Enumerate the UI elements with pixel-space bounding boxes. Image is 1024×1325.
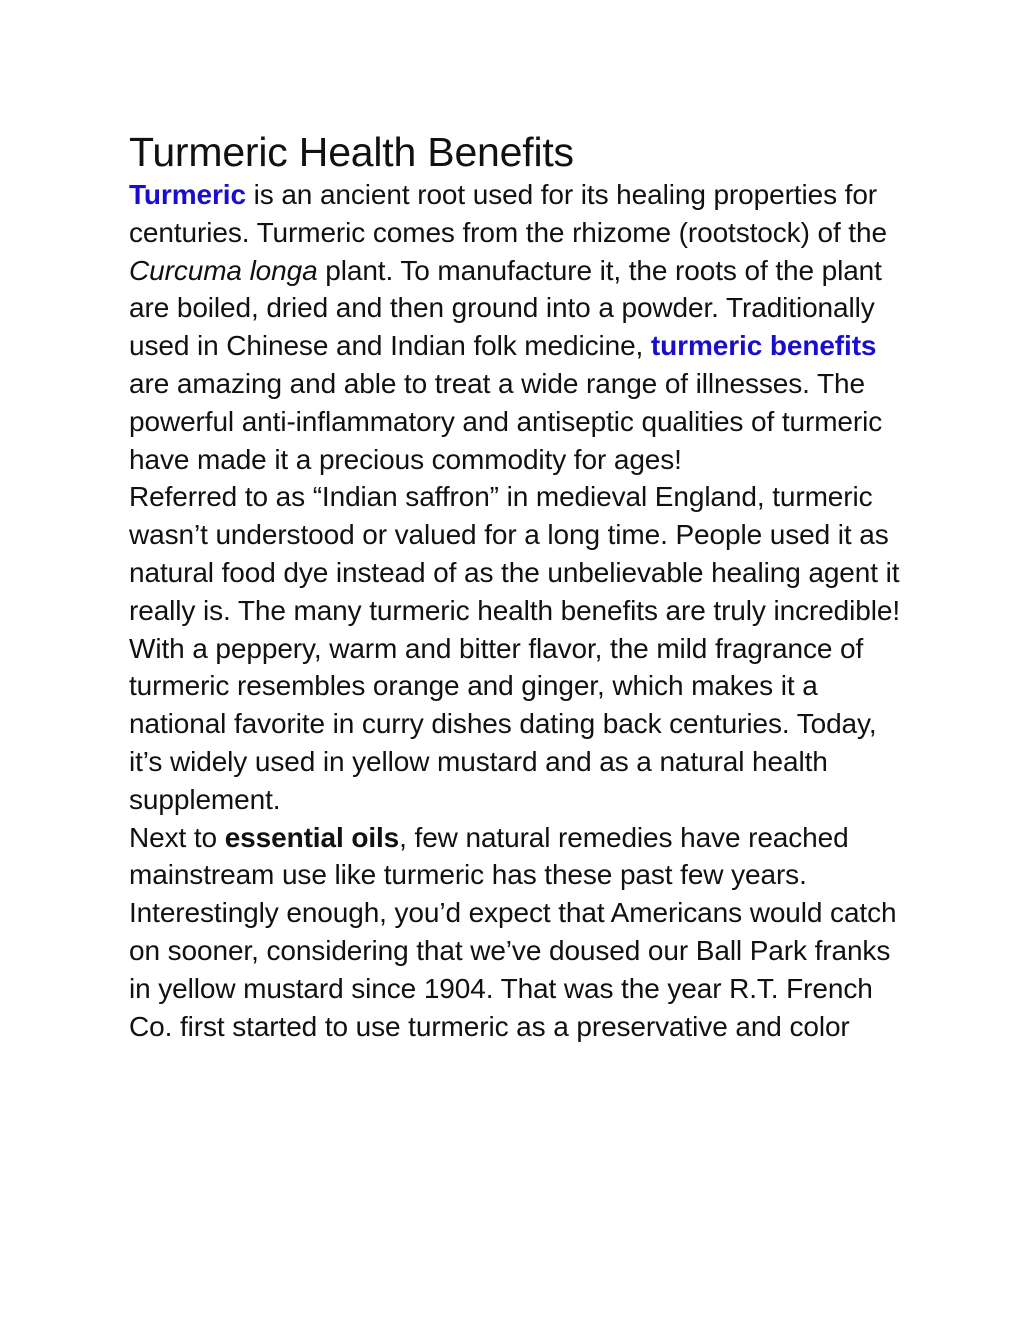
- intro-text-2: plant. To manufacture it, the roots of the plant are boiled, dried and then ground into a powder. Traditionally used in Chinese and Indian folk medicine,: [129, 254, 882, 362]
- turmeric-benefits-link[interactable]: turmeric benefits: [650, 330, 877, 362]
- essential-oils-text-1: Next to: [129, 821, 225, 853]
- intro-text-3: are amazing and able to treat a wide range of illnesses. The powerful anti-inflammatory and antiseptic qualities of turmeric have made it a precious commodity for ages!: [129, 367, 883, 475]
- page-title: Turmeric Health Benefits: [129, 129, 574, 175]
- paragraph-intro: [129, 176, 909, 478]
- intro-text-1: is an ancient root used for its healing properties for centuries. Turmeric comes from the rhizome (rootstock) of the: [129, 179, 887, 248]
- document-page: [129, 128, 909, 1045]
- essential-oils-bold: essential oils: [224, 821, 400, 853]
- curcuma-longa-text: Curcuma longa: [129, 254, 318, 286]
- paragraph-flavor: With a peppery, warm and bitter flavor, the mild fragrance of turmeric resembles orange and ginger, which makes it a national favorite in curry dishes dating back centuries. Today, it’s widely used in yellow mustard and as a natural health supplement.: [129, 632, 877, 815]
- paragraph-indian-saffron: Referred to as “Indian saffron” in medieval England, turmeric wasn’t understood or valued for a long time. People used it as natural food dye instead of as the unbelievable healing agent it really is. The many turmeric health benefits are truly incredible!: [129, 481, 901, 626]
- turmeric-link[interactable]: Turmeric: [129, 179, 246, 210]
- paragraph-essential-oils: [129, 819, 909, 1046]
- essential-oils-text-2: , few natural remedies have reached mainstream use like turmeric has these past few years. Interestingly enough, you’d expect that Americans would catch on sooner, considering that we’ve doused our Ball Park franks in yellow mustard since 1904. That was the year R.T. French Co. first started to use turmeric as a preservative and color: [129, 821, 897, 1042]
